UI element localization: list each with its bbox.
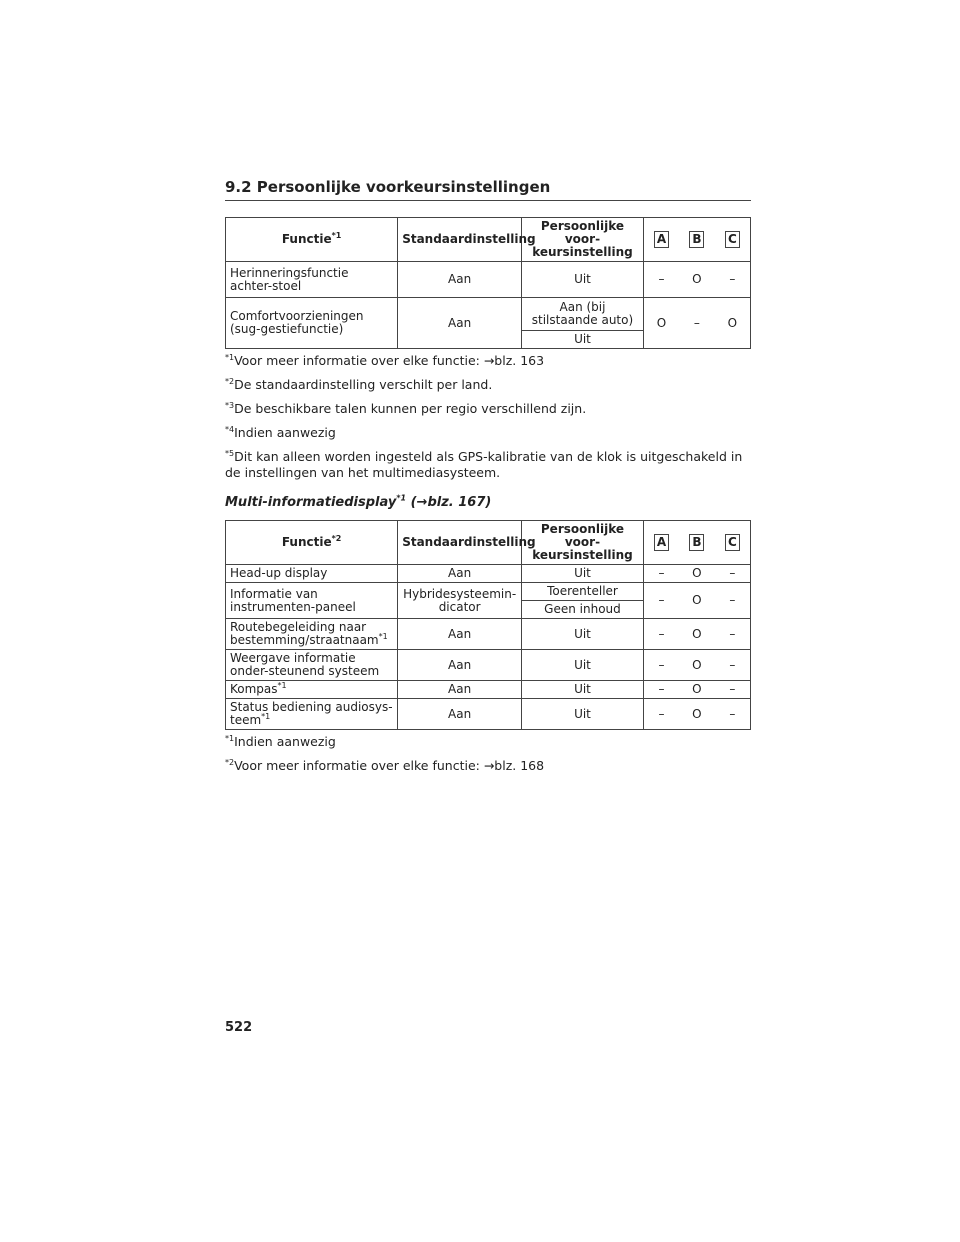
cell-personal-1: Aan (bij stilstaande auto) bbox=[522, 298, 644, 331]
page-number: 522 bbox=[225, 1020, 253, 1035]
table-row bbox=[226, 619, 751, 650]
cell-b: O bbox=[679, 583, 715, 619]
cell-c: O bbox=[715, 298, 751, 349]
cell-personal: Uit bbox=[522, 681, 644, 699]
table-row bbox=[226, 262, 751, 298]
footnotes-2 bbox=[225, 734, 751, 774]
cell-default: Aan bbox=[398, 681, 522, 699]
table-row bbox=[226, 298, 751, 331]
cell-b: O bbox=[679, 565, 715, 583]
cell-personal: Uit bbox=[522, 262, 644, 298]
cell-b: O bbox=[679, 262, 715, 298]
cell-c: – bbox=[715, 262, 751, 298]
cell-default: Aan bbox=[398, 262, 522, 298]
header-function: Functie$^{*1}$ bbox=[226, 218, 398, 262]
cell-default: Aan bbox=[398, 298, 522, 349]
header-b: B bbox=[679, 521, 715, 565]
cell-function: Status bediening audiosys-teem$^{*1}$ bbox=[226, 699, 398, 730]
cell-function: Comfortvoorzieningen (sug-gestiefunctie) bbox=[226, 298, 398, 349]
page-content bbox=[225, 178, 751, 774]
header-default: Standaardinstelling bbox=[398, 218, 522, 262]
cell-b: O bbox=[679, 619, 715, 650]
cell-b: O bbox=[679, 650, 715, 681]
cell-a: O bbox=[643, 298, 679, 349]
cell-function: Herinneringsfunctie achter-stoel bbox=[226, 262, 398, 298]
cell-personal-2: Uit bbox=[522, 331, 644, 349]
settings-table-1 bbox=[225, 217, 751, 349]
cell-personal-1: Toerenteller bbox=[522, 583, 644, 601]
table-row bbox=[226, 699, 751, 730]
table-row bbox=[226, 583, 751, 601]
cell-default: Aan bbox=[398, 565, 522, 583]
header-a: A bbox=[643, 521, 679, 565]
cell-a: – bbox=[643, 565, 679, 583]
cell-a: – bbox=[643, 681, 679, 699]
cell-b: O bbox=[679, 699, 715, 730]
table-row bbox=[226, 565, 751, 583]
section-title: 9.2 Persoonlijke voorkeursinstellingen bbox=[225, 178, 751, 201]
table-header-row bbox=[226, 218, 751, 262]
header-a: A bbox=[643, 218, 679, 262]
table-row bbox=[226, 681, 751, 699]
cell-function: Informatie van instrumenten-paneel bbox=[226, 583, 398, 619]
footnotes-1 bbox=[225, 353, 751, 481]
cell-personal: Uit bbox=[522, 619, 644, 650]
footnote: $^{*2}$De standaardinstelling verschilt per land. bbox=[225, 376, 493, 392]
cell-default: Aan bbox=[398, 699, 522, 730]
header-b: B bbox=[679, 218, 715, 262]
cell-function: Kompas$^{*1}$ bbox=[226, 681, 398, 699]
header-personal: Persoonlijke voor-keursinstelling bbox=[522, 218, 644, 262]
cell-function: Routebegeleiding naar bestemming/straatnaam$^{*1}$ bbox=[226, 619, 398, 650]
footnote: $^{*1}$Voor meer informatie over elke functie: →blz. 163 bbox=[225, 352, 545, 368]
cell-c: – bbox=[715, 583, 751, 619]
cell-a: – bbox=[643, 262, 679, 298]
footnote: $^{*1}$Indien aanwezig bbox=[225, 733, 336, 749]
cell-b: O bbox=[679, 681, 715, 699]
cell-a: – bbox=[643, 650, 679, 681]
header-c: C bbox=[715, 218, 751, 262]
header-function: Functie$^{*2}$ bbox=[226, 521, 398, 565]
cell-personal: Uit bbox=[522, 565, 644, 583]
header-c: C bbox=[715, 521, 751, 565]
header-personal: Persoonlijke voor-keursinstelling bbox=[522, 521, 644, 565]
footnote: $^{*2}$Voor meer informatie over elke functie: →blz. 168 bbox=[225, 757, 545, 773]
cell-default: Hybridesysteemin-dicator bbox=[398, 583, 522, 619]
cell-b: – bbox=[679, 298, 715, 349]
settings-table-2 bbox=[225, 520, 751, 730]
header-default: Standaardinstelling bbox=[398, 521, 522, 565]
cell-default: Aan bbox=[398, 650, 522, 681]
cell-default: Aan bbox=[398, 619, 522, 650]
cell-function: Weergave informatie onder-steunend systeem bbox=[226, 650, 398, 681]
cell-c: – bbox=[715, 619, 751, 650]
cell-c: – bbox=[715, 565, 751, 583]
cell-a: – bbox=[643, 699, 679, 730]
cell-a: – bbox=[643, 619, 679, 650]
footnote: $^{*5}$Dit kan alleen worden ingesteld als GPS-kalibratie van de klok is uitgeschakeld in de instellingen van het multimediasysteem. bbox=[225, 448, 743, 480]
table-header-row bbox=[226, 521, 751, 565]
cell-personal-2: Geen inhoud bbox=[522, 601, 644, 619]
table-row bbox=[226, 650, 751, 681]
cell-c: – bbox=[715, 650, 751, 681]
footnote: $^{*3}$De beschikbare talen kunnen per regio verschillend zijn. bbox=[225, 400, 587, 416]
cell-function: Head-up display bbox=[226, 565, 398, 583]
cell-a: – bbox=[643, 583, 679, 619]
footnote: $^{*4}$Indien aanwezig bbox=[225, 424, 336, 440]
cell-personal: Uit bbox=[522, 650, 644, 681]
cell-c: – bbox=[715, 699, 751, 730]
subheading: Multi-informatiedisplay$^{*1}$ (→blz. 167) bbox=[225, 493, 492, 510]
cell-personal: Uit bbox=[522, 699, 644, 730]
cell-c: – bbox=[715, 681, 751, 699]
